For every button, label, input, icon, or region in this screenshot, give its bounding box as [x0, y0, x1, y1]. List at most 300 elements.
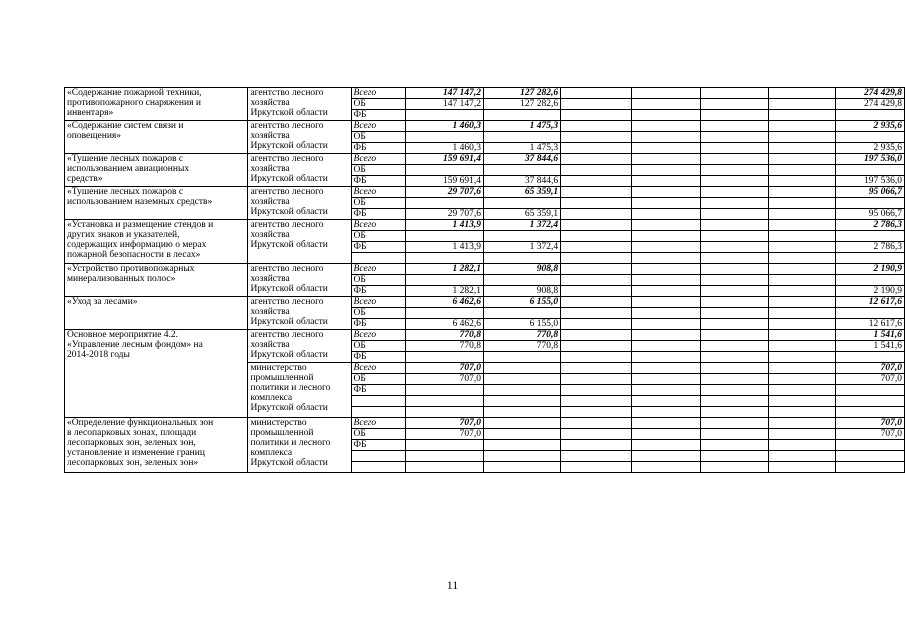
amount-cell — [835, 330, 904, 341]
measure-name-cell — [65, 154, 248, 187]
amount-cell — [632, 451, 700, 462]
executor-cell — [248, 88, 351, 121]
amount-cell — [632, 308, 700, 319]
amount-cell — [483, 418, 560, 429]
cell-text: содержащих информацию о мерах — [67, 240, 207, 250]
cell-text: 2 190,9 — [873, 286, 902, 296]
funding-source-cell — [351, 231, 405, 242]
amount-cell — [632, 418, 700, 429]
amount-cell — [561, 121, 632, 132]
amount-cell — [561, 396, 632, 407]
amount-cell — [483, 253, 560, 264]
cell-text: ОБ — [353, 231, 366, 241]
measure-name-cell — [65, 418, 248, 473]
cell-text: ФБ — [353, 385, 367, 395]
amount-cell — [700, 198, 768, 209]
amount-cell — [835, 462, 904, 473]
amount-cell — [700, 154, 768, 165]
cell-text: пожарной безопасности в лесах» — [67, 250, 201, 260]
amount-cell — [405, 385, 483, 396]
amount-cell — [632, 363, 700, 374]
amount-cell — [632, 462, 700, 473]
amount-cell — [700, 451, 768, 462]
amount-cell — [561, 198, 632, 209]
amount-cell — [835, 242, 904, 253]
amount-cell — [835, 253, 904, 264]
funding-source-cell — [351, 165, 405, 176]
cell-text: промышленной — [250, 373, 314, 383]
cell-text: инвентаря» — [67, 108, 114, 118]
amount-cell — [561, 330, 632, 341]
amount-cell — [483, 407, 560, 418]
amount-cell — [483, 187, 560, 198]
executor-cell — [248, 363, 351, 418]
cell-text: агентство лесного — [250, 88, 324, 98]
amount-cell — [561, 385, 632, 396]
cell-text: 1 475,3 — [529, 143, 559, 153]
table-row — [65, 418, 905, 429]
amount-cell — [769, 418, 835, 429]
cell-text: использованием наземных средств» — [67, 197, 213, 207]
amount-cell — [561, 165, 632, 176]
cell-text: 197 536,0 — [864, 176, 902, 186]
amount-cell — [700, 121, 768, 132]
cell-text: «Уход за лесами» — [67, 297, 138, 307]
amount-cell — [632, 187, 700, 198]
cell-text: 2 935,6 — [873, 121, 902, 131]
amount-cell — [700, 374, 768, 385]
amount-cell — [561, 363, 632, 374]
funding-source-cell — [351, 418, 405, 429]
amount-cell — [769, 121, 835, 132]
amount-cell — [835, 341, 904, 352]
funding-source-cell — [351, 154, 405, 165]
cell-text: Иркутской области — [250, 458, 328, 468]
cell-text: «Тушение лесных пожаров с — [67, 187, 184, 197]
amount-cell — [769, 110, 835, 121]
funding-source-cell — [351, 363, 405, 374]
amount-cell — [405, 429, 483, 440]
amount-cell — [700, 187, 768, 198]
funding-source-cell — [351, 275, 405, 286]
cell-text: ОБ — [353, 341, 366, 351]
cell-text: ОБ — [353, 132, 366, 142]
cell-text: 770,8 — [459, 341, 481, 351]
cell-text: Всего — [353, 187, 377, 197]
amount-cell — [483, 275, 560, 286]
amount-cell — [405, 88, 483, 99]
amount-cell — [700, 440, 768, 451]
cell-text: 908,8 — [536, 286, 559, 296]
funding-source-cell — [351, 429, 405, 440]
amount-cell — [700, 110, 768, 121]
amount-cell — [632, 319, 700, 330]
cell-text: 1 541,6 — [873, 341, 902, 351]
amount-cell — [769, 407, 835, 418]
cell-text: 908,8 — [536, 264, 559, 274]
cell-text: 37 844,6 — [524, 154, 559, 164]
amount-cell — [483, 308, 560, 319]
executor-cell — [248, 264, 351, 297]
cell-text: 6 462,6 — [452, 297, 481, 307]
budget-table — [64, 87, 905, 473]
cell-text: Иркутской области — [250, 207, 328, 217]
amount-cell — [405, 440, 483, 451]
amount-cell — [405, 264, 483, 275]
page-number: 11 — [446, 578, 459, 592]
cell-text: 274 429,8 — [864, 99, 902, 109]
amount-cell — [561, 462, 632, 473]
cell-text: 6 155,0 — [529, 297, 559, 307]
amount-cell — [561, 451, 632, 462]
cell-text: 65 359,1 — [524, 187, 559, 197]
amount-cell — [632, 352, 700, 363]
cell-text: ОБ — [353, 198, 366, 208]
amount-cell — [769, 242, 835, 253]
cell-text: политики и лесного — [250, 438, 331, 448]
cell-text: 37 844,6 — [524, 176, 559, 186]
amount-cell — [405, 374, 483, 385]
table-row — [65, 264, 905, 275]
amount-cell — [405, 275, 483, 286]
amount-cell — [561, 143, 632, 154]
cell-text: 6 462,6 — [452, 319, 481, 329]
amount-cell — [835, 297, 904, 308]
amount-cell — [769, 374, 835, 385]
amount-cell — [835, 407, 904, 418]
amount-cell — [483, 374, 560, 385]
funding-source-cell — [351, 308, 405, 319]
amount-cell — [835, 396, 904, 407]
amount-cell — [405, 319, 483, 330]
amount-cell — [769, 462, 835, 473]
funding-source-cell — [351, 176, 405, 187]
measure-name-cell — [65, 220, 248, 264]
table-row — [65, 154, 905, 165]
funding-source-cell — [351, 264, 405, 275]
cell-text: 707,0 — [459, 418, 481, 428]
amount-cell — [483, 352, 560, 363]
amount-cell — [483, 286, 560, 297]
executor-cell — [248, 330, 351, 363]
amount-cell — [483, 341, 560, 352]
amount-cell — [700, 99, 768, 110]
cell-text: 1 372,4 — [529, 220, 559, 230]
amount-cell — [561, 154, 632, 165]
amount-cell — [632, 121, 700, 132]
amount-cell — [700, 407, 768, 418]
amount-cell — [835, 198, 904, 209]
cell-text: 1 475,3 — [529, 121, 559, 131]
amount-cell — [561, 352, 632, 363]
cell-text: ОБ — [353, 429, 366, 439]
amount-cell — [405, 363, 483, 374]
cell-text: 159 691,4 — [442, 154, 481, 164]
cell-text: Иркутской области — [250, 240, 328, 250]
cell-text: агентство лесного — [250, 154, 324, 164]
amount-cell — [700, 132, 768, 143]
amount-cell — [700, 352, 768, 363]
amount-cell — [769, 99, 835, 110]
amount-cell — [632, 88, 700, 99]
cell-text: Всего — [353, 363, 377, 373]
cell-text: 12 617,6 — [868, 297, 902, 307]
funding-source-cell — [351, 286, 405, 297]
cell-text: ФБ — [353, 319, 367, 329]
cell-text: комплекса — [250, 448, 293, 458]
cell-text: хозяйства — [250, 230, 290, 240]
cell-text: Основное мероприятие 4.2. — [67, 330, 179, 340]
cell-text: хозяйства — [250, 340, 290, 350]
cell-text: 2 190,9 — [873, 264, 902, 274]
amount-cell — [483, 121, 560, 132]
cell-text: 6 155,0 — [529, 319, 559, 329]
amount-cell — [561, 253, 632, 264]
cell-text: ОБ — [353, 374, 366, 384]
amount-cell — [835, 451, 904, 462]
amount-cell — [769, 154, 835, 165]
amount-cell — [632, 385, 700, 396]
amount-cell — [835, 385, 904, 396]
cell-text: ФБ — [353, 242, 367, 252]
amount-cell — [700, 330, 768, 341]
cell-text: 127 282,6 — [520, 99, 559, 109]
amount-cell — [769, 264, 835, 275]
amount-cell — [769, 253, 835, 264]
table-row — [65, 330, 905, 341]
amount-cell — [561, 242, 632, 253]
funding-source-cell — [351, 88, 405, 99]
amount-cell — [632, 275, 700, 286]
cell-text: «Устройство противопожарных — [67, 264, 195, 274]
cell-text: ОБ — [353, 275, 366, 285]
funding-source-cell — [351, 407, 405, 418]
amount-cell — [405, 407, 483, 418]
amount-cell — [769, 308, 835, 319]
amount-cell — [632, 198, 700, 209]
amount-cell — [632, 407, 700, 418]
amount-cell — [483, 396, 560, 407]
amount-cell — [700, 209, 768, 220]
amount-cell — [632, 330, 700, 341]
amount-cell — [835, 286, 904, 297]
amount-cell — [405, 110, 483, 121]
amount-cell — [769, 429, 835, 440]
cell-text: 707,0 — [459, 429, 481, 439]
cell-text: «Содержание систем связи и — [67, 121, 184, 131]
amount-cell — [405, 308, 483, 319]
amount-cell — [632, 220, 700, 231]
amount-cell — [483, 154, 560, 165]
cell-text: 770,8 — [536, 330, 559, 340]
amount-cell — [769, 396, 835, 407]
amount-cell — [405, 99, 483, 110]
amount-cell — [405, 286, 483, 297]
cell-text: ФБ — [353, 110, 367, 120]
cell-text: 1 460,3 — [452, 143, 481, 153]
cell-text: агентство лесного — [250, 121, 324, 131]
cell-text: хозяйства — [250, 274, 290, 284]
amount-cell — [405, 418, 483, 429]
executor-cell — [248, 121, 351, 154]
amount-cell — [405, 352, 483, 363]
amount-cell — [700, 429, 768, 440]
cell-text: 147 147,2 — [442, 88, 481, 98]
amount-cell — [769, 132, 835, 143]
cell-text: 65 359,1 — [524, 209, 559, 219]
cell-text: Всего — [353, 418, 377, 428]
cell-text: 29 707,6 — [447, 209, 481, 219]
measure-name-cell — [65, 88, 248, 121]
amount-cell — [632, 154, 700, 165]
cell-text: ФБ — [353, 143, 367, 153]
cell-text: Всего — [353, 154, 377, 164]
amount-cell — [561, 275, 632, 286]
amount-cell — [561, 297, 632, 308]
funding-source-cell — [351, 319, 405, 330]
amount-cell — [835, 209, 904, 220]
amount-cell — [835, 165, 904, 176]
amount-cell — [769, 209, 835, 220]
amount-cell — [835, 121, 904, 132]
amount-cell — [405, 220, 483, 231]
amount-cell — [483, 165, 560, 176]
cell-text: 1 282,1 — [452, 286, 481, 296]
amount-cell — [483, 231, 560, 242]
amount-cell — [483, 242, 560, 253]
amount-cell — [769, 198, 835, 209]
cell-text: средств» — [67, 174, 103, 184]
amount-cell — [632, 297, 700, 308]
funding-source-cell — [351, 110, 405, 121]
amount-cell — [632, 253, 700, 264]
amount-cell — [835, 220, 904, 231]
cell-text: 29 707,6 — [447, 187, 481, 197]
amount-cell — [483, 176, 560, 187]
cell-text: оповещения» — [67, 131, 122, 141]
amount-cell — [405, 462, 483, 473]
cell-text: Всего — [353, 220, 377, 230]
cell-text: хозяйства — [250, 98, 290, 108]
funding-source-cell — [351, 440, 405, 451]
cell-text: ФБ — [353, 286, 367, 296]
cell-text: лесопарковых зон, зеленых зон, — [67, 438, 196, 448]
amount-cell — [769, 286, 835, 297]
cell-text: 707,0 — [880, 429, 902, 439]
cell-text: ФБ — [353, 440, 367, 450]
funding-source-cell — [351, 374, 405, 385]
amount-cell — [405, 253, 483, 264]
amount-cell — [769, 143, 835, 154]
executor-cell — [248, 187, 351, 220]
amount-cell — [769, 88, 835, 99]
cell-text: 707,0 — [459, 363, 481, 373]
cell-text: Иркутской области — [250, 284, 328, 294]
amount-cell — [700, 165, 768, 176]
amount-cell — [769, 341, 835, 352]
amount-cell — [835, 99, 904, 110]
amount-cell — [835, 88, 904, 99]
amount-cell — [561, 319, 632, 330]
measure-name-cell — [65, 297, 248, 330]
amount-cell — [632, 396, 700, 407]
cell-text: 770,8 — [459, 330, 481, 340]
amount-cell — [405, 198, 483, 209]
amount-cell — [632, 264, 700, 275]
measure-name-cell — [65, 187, 248, 220]
amount-cell — [405, 451, 483, 462]
amount-cell — [483, 462, 560, 473]
amount-cell — [835, 363, 904, 374]
amount-cell — [405, 242, 483, 253]
amount-cell — [769, 330, 835, 341]
amount-cell — [769, 220, 835, 231]
cell-text: 1 413,9 — [452, 242, 481, 252]
amount-cell — [632, 286, 700, 297]
cell-text: 707,0 — [880, 374, 902, 384]
cell-text: 274 429,8 — [864, 88, 902, 98]
cell-text: 159 691,4 — [442, 176, 481, 186]
cell-text: Всего — [353, 330, 377, 340]
cell-text: Всего — [353, 88, 377, 98]
cell-text: агентство лесного — [250, 220, 324, 230]
amount-cell — [632, 429, 700, 440]
amount-cell — [835, 154, 904, 165]
funding-source-cell — [351, 187, 405, 198]
amount-cell — [483, 132, 560, 143]
cell-text: 1 460,3 — [452, 121, 481, 131]
amount-cell — [700, 319, 768, 330]
amount-cell — [483, 330, 560, 341]
amount-cell — [632, 231, 700, 242]
measure-name-cell — [65, 330, 248, 418]
amount-cell — [835, 176, 904, 187]
cell-text: 2 786,3 — [873, 242, 902, 252]
amount-cell — [561, 88, 632, 99]
cell-text: Всего — [353, 264, 377, 274]
cell-text: агентство лесного — [250, 330, 324, 340]
amount-cell — [700, 176, 768, 187]
amount-cell — [405, 297, 483, 308]
amount-cell — [835, 429, 904, 440]
cell-text: 2014-2018 годы — [67, 350, 130, 360]
amount-cell — [700, 143, 768, 154]
amount-cell — [769, 440, 835, 451]
amount-cell — [483, 99, 560, 110]
cell-text: других знаков и указателей, — [67, 230, 180, 240]
amount-cell — [769, 187, 835, 198]
amount-cell — [561, 187, 632, 198]
funding-source-cell — [351, 209, 405, 220]
cell-text: комплекса — [250, 393, 293, 403]
cell-text: Иркутской области — [250, 174, 328, 184]
funding-source-cell — [351, 121, 405, 132]
funding-source-cell — [351, 330, 405, 341]
cell-text: ФБ — [353, 352, 367, 362]
cell-text: лесопарковых зон, зеленых зон» — [67, 458, 199, 468]
table-row — [65, 220, 905, 231]
amount-cell — [405, 209, 483, 220]
funding-source-cell — [351, 220, 405, 231]
amount-cell — [700, 253, 768, 264]
amount-cell — [405, 154, 483, 165]
cell-text: 707,0 — [880, 418, 902, 428]
amount-cell — [483, 198, 560, 209]
amount-cell — [769, 275, 835, 286]
amount-cell — [835, 231, 904, 242]
funding-source-cell — [351, 341, 405, 352]
amount-cell — [700, 308, 768, 319]
